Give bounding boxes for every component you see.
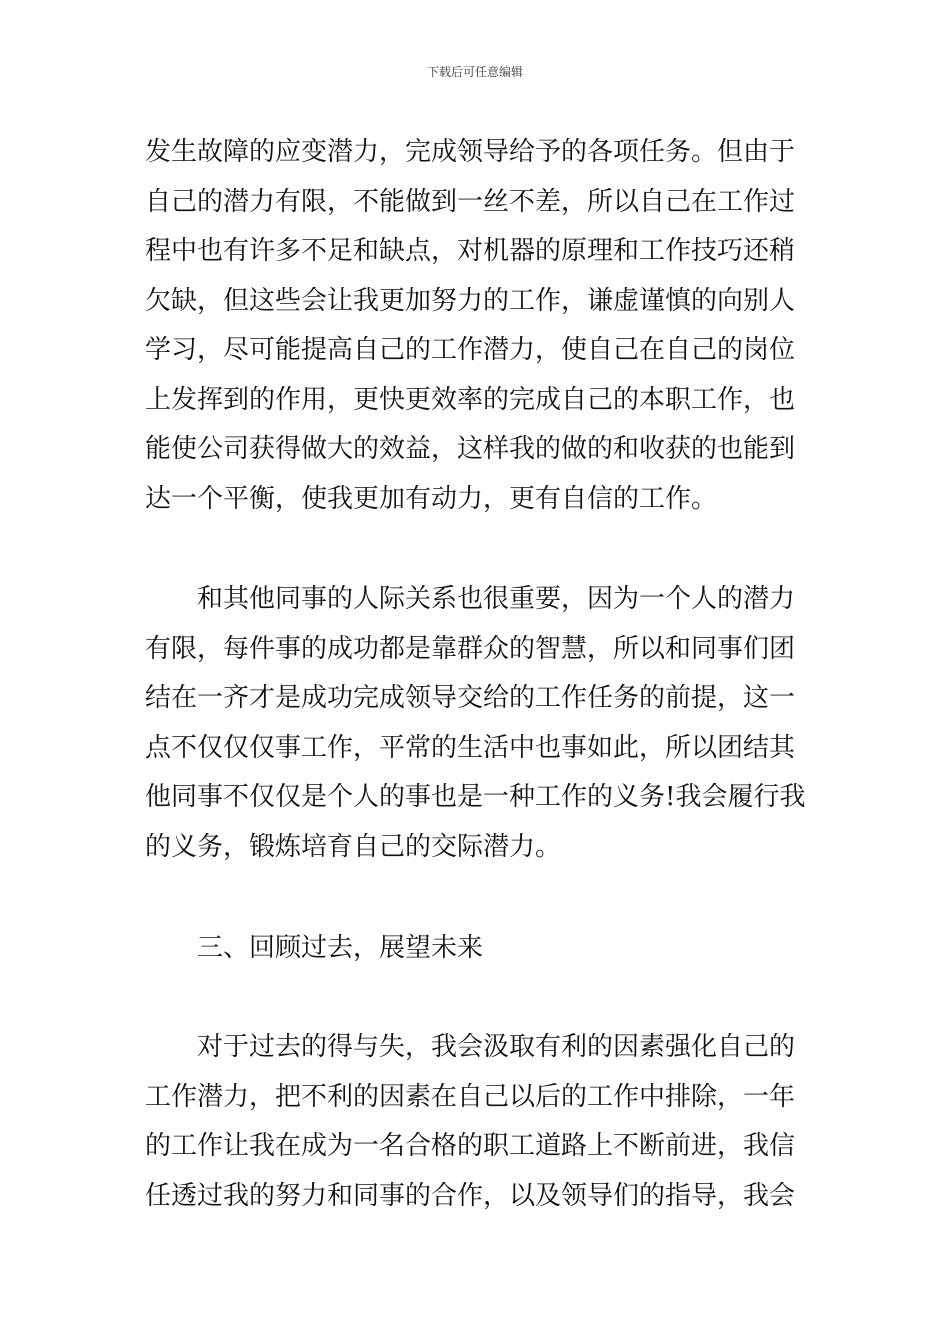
text-line: 上发挥到的作用，更快更效率的完成自己的本职工作，也 <box>145 384 796 415</box>
text-line: 他同事不仅仅是个人的事也是一种工作的义务!我会履行我 <box>145 782 806 812</box>
paragraph-2 <box>145 575 805 872</box>
text-line: 有限，每件事的成功都是靠群众的智慧，所以和同事们团 <box>145 633 796 664</box>
text-line: 能使公司获得做大的效益，这样我的做的和收获的也能到 <box>145 434 796 464</box>
text-line: 工作潜力，把不利的因素在自己以后的工作中排除，一年 <box>145 1081 796 1112</box>
paragraph-1 <box>145 128 805 524</box>
text-line: 程中也有许多不足和缺点，对机器的原理和工作技巧还稍 <box>145 236 796 266</box>
text-line: 点不仅仅仅事工作，平常的生活中也事如此，所以团结其 <box>145 732 796 763</box>
text-line: 欠缺，但这些会让我更加努力的工作，谦虚谨慎的向别人 <box>145 285 796 316</box>
text-line: 对于过去的得与失，我会汲取有利的因素强化自己的 <box>197 1032 796 1062</box>
text-line: 达一个平衡，使我更加有动力，更有自信的工作。 <box>145 483 718 514</box>
section-heading-text: 三、回顾过去，展望未来 <box>197 933 484 963</box>
text-line: 的义务，锻炼培育自己的交际潜力。 <box>145 831 562 862</box>
text-line: 结在一齐才是成功完成领导交给的工作任务的前提，这一 <box>145 683 796 713</box>
text-line: 学习，尽可能提高自己的工作潜力，使自己在自己的岗位 <box>145 335 796 365</box>
section-heading <box>145 924 805 974</box>
page-header: 下载后可任意编辑 <box>426 65 523 79</box>
text-line: 发生故障的应变潜力，完成领导给予的各项任务。但由于 <box>145 137 796 167</box>
text-line: 任透过我的努力和同事的合作，以及领导们的指导，我会 <box>145 1180 796 1211</box>
text-line: 自己的潜力有限，不能做到一丝不差，所以自己在工作过 <box>145 186 796 217</box>
paragraph-3 <box>145 1023 805 1221</box>
text-line: 和其他同事的人际关系也很重要，因为一个人的潜力 <box>197 584 796 614</box>
text-line: 的工作让我在成为一名合格的职工道路上不断前进，我信 <box>145 1131 796 1161</box>
